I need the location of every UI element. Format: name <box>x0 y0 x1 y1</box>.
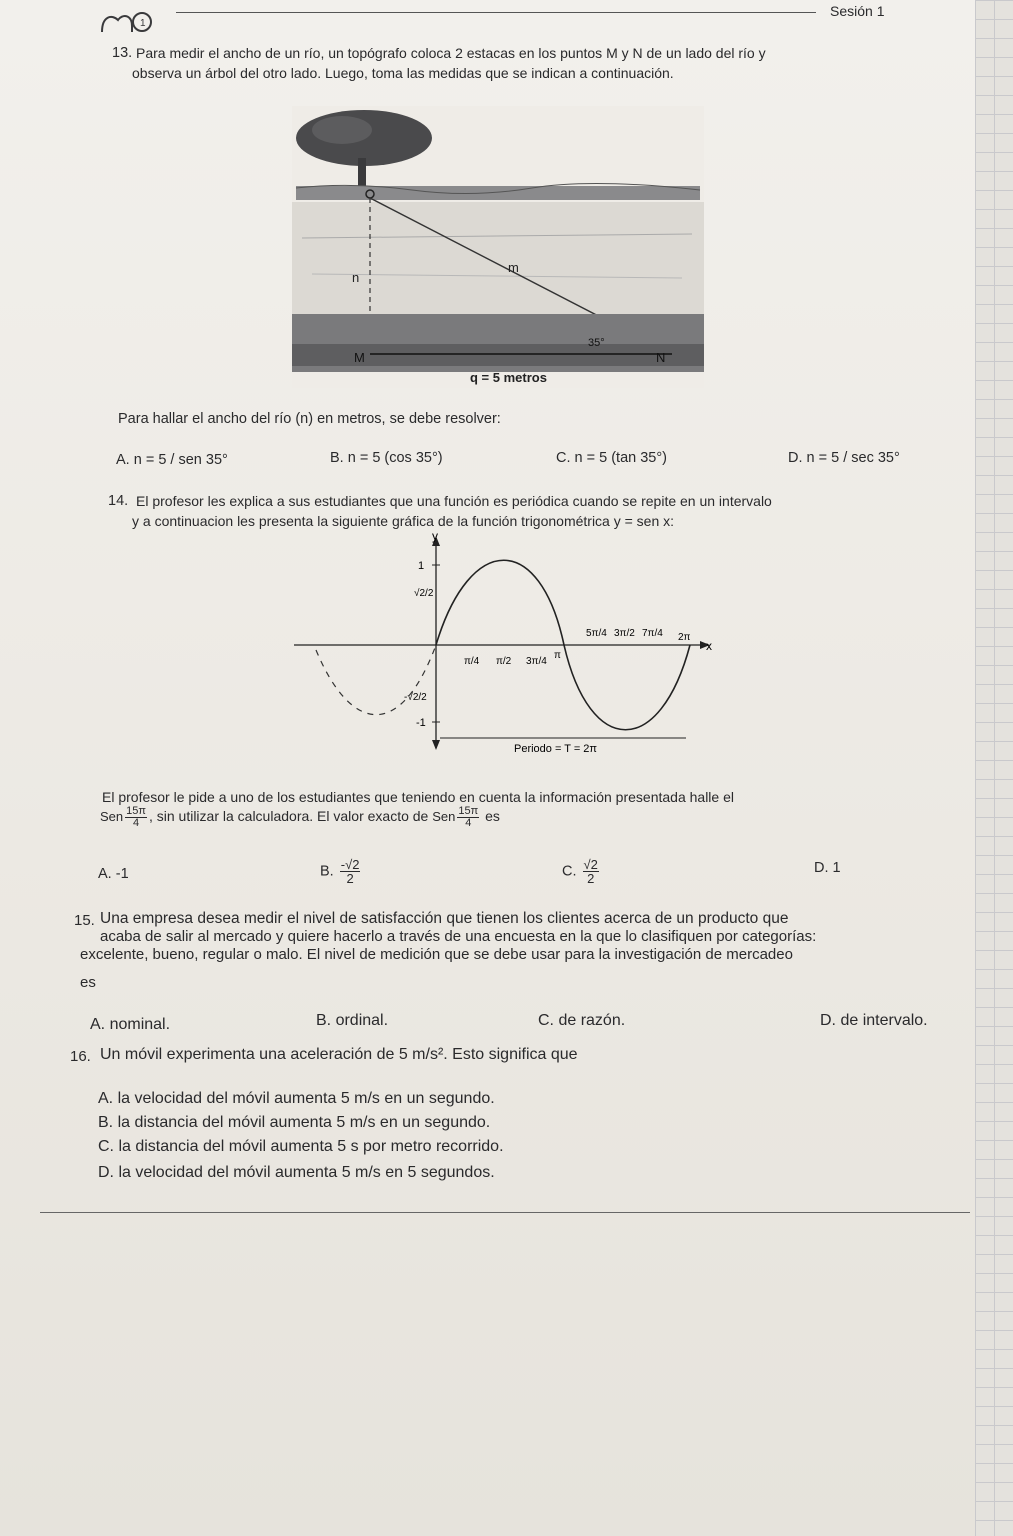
session-label: Sesión 1 <box>830 3 885 19</box>
q15-option-c[interactable]: C. de razón. <box>538 1012 626 1029</box>
x-tick-pi2: π/2 <box>496 656 512 667</box>
q13-option-d[interactable]: D. n = 5 / sec 35° <box>788 450 900 466</box>
y-axis-label: y <box>432 532 438 543</box>
period-label: Periodo = T = 2π <box>514 743 598 755</box>
q13-option-a[interactable]: A. n = 5 / sen 35° <box>116 452 228 468</box>
q15-line4: es <box>80 974 96 991</box>
q14-line1: El profesor les explica a sus estudiantes que una función es periódica cuando se repite en un intervalo <box>136 493 772 509</box>
label-M: M <box>354 350 365 365</box>
river-figure <box>292 106 704 388</box>
q14-option-c[interactable]: C. $\frac{√2}{2}$ <box>562 857 598 886</box>
footer-rule <box>40 1212 970 1213</box>
y-tick-r2over2: √2/2 <box>414 588 434 599</box>
q14-option-a[interactable]: A. -1 <box>98 866 129 882</box>
q16-stem: Un móvil experimenta una aceleración de 5 m/s². Esto significa que <box>100 1046 578 1063</box>
label-angle: 35° <box>588 337 605 349</box>
q13-number: 13. <box>112 45 133 61</box>
q13-option-c[interactable]: C. n = 5 (tan 35°) <box>556 450 667 466</box>
svg-text:1: 1 <box>140 18 146 29</box>
x-tick-7pi4: 7π/4 <box>642 628 663 639</box>
q16-option-b[interactable]: B. la distancia del móvil aumenta 5 m/s en un segundo. <box>98 1114 491 1131</box>
q15-option-d[interactable]: D. de intervalo. <box>820 1012 928 1029</box>
y-tick-neg1: -1 <box>416 717 426 729</box>
label-n: n <box>352 270 360 285</box>
q13-line1: Para medir el ancho de un río, un topógrafo coloca 2 estacas en los puntos M y N de un lado del río y <box>136 45 766 61</box>
q15-option-a[interactable]: A. nominal. <box>90 1016 171 1033</box>
q15-line3: excelente, bueno, regular o malo. El nivel de medición que se debe usar para la investigación de mercadeo <box>80 946 793 963</box>
x-axis-label: x <box>706 639 712 653</box>
q16-number: 16. <box>70 1048 91 1065</box>
q14-option-b[interactable]: B. $\frac{-√2}{2}$ <box>320 857 360 886</box>
q14-text1: El profesor le pide a uno de los estudiantes que teniendo en cuenta la información presentada halle el <box>102 789 734 805</box>
x-tick-3pi4: 3π/4 <box>526 656 547 667</box>
q13-prompt: Para hallar el ancho del río (n) en metros, se debe resolver: <box>118 411 501 427</box>
y-tick-neg-r2over2: -√2/2 <box>404 692 427 703</box>
x-tick-3pi2: 3π/2 <box>614 628 635 639</box>
q13-line2: observa un árbol del otro lado. Luego, toma las medidas que se indican a continuación. <box>132 65 674 81</box>
grid-notebook-edge <box>975 0 1013 1536</box>
x-tick-2pi: 2π <box>678 632 691 643</box>
header-rule <box>176 12 816 13</box>
x-tick-pi: π <box>554 650 561 661</box>
q15-number: 15. <box>74 912 95 929</box>
q13-option-b[interactable]: B. n = 5 (cos 35°) <box>330 450 443 466</box>
y-tick-1: 1 <box>418 560 425 572</box>
q16-option-a[interactable]: A. la velocidad del móvil aumenta 5 m/s en un segundo. <box>98 1090 495 1107</box>
q15-line2: acaba de salir al mercado y quiere hacerlo a través de una encuesta en la que lo clasifiquen por categorías: <box>100 928 817 945</box>
q16-option-c[interactable]: C. la distancia del móvil aumenta 5 s por metro recorrido. <box>98 1138 504 1155</box>
q15-option-b[interactable]: B. ordinal. <box>316 1012 389 1029</box>
label-N: N <box>656 350 666 365</box>
sine-graph <box>290 532 720 764</box>
caption-q: q = 5 metros <box>470 370 547 385</box>
x-tick-pi4: π/4 <box>464 656 480 667</box>
q15-line1: Una empresa desea medir el nivel de satisfacción que tienen los clientes acerca de un producto que <box>100 910 789 927</box>
q14-line2: y a continuacion les presenta la siguiente gráfica de la función trigonométrica y = sen x: <box>132 513 675 529</box>
q14-number: 14. <box>108 493 129 509</box>
q14-text2: Sen $\frac{15\pi}{4}$ , sin utilizar la calculadora. El valor exacto de Sen $\frac{15\pi}{4}$ es <box>100 805 500 829</box>
logo <box>96 6 162 42</box>
sine-dashed-negative <box>316 645 436 715</box>
label-m: m <box>508 260 519 275</box>
x-tick-5pi4: 5π/4 <box>586 628 607 639</box>
q16-option-d[interactable]: D. la velocidad del móvil aumenta 5 m/s en 5 segundos. <box>98 1164 495 1181</box>
q14-option-d[interactable]: D. 1 <box>814 860 841 876</box>
